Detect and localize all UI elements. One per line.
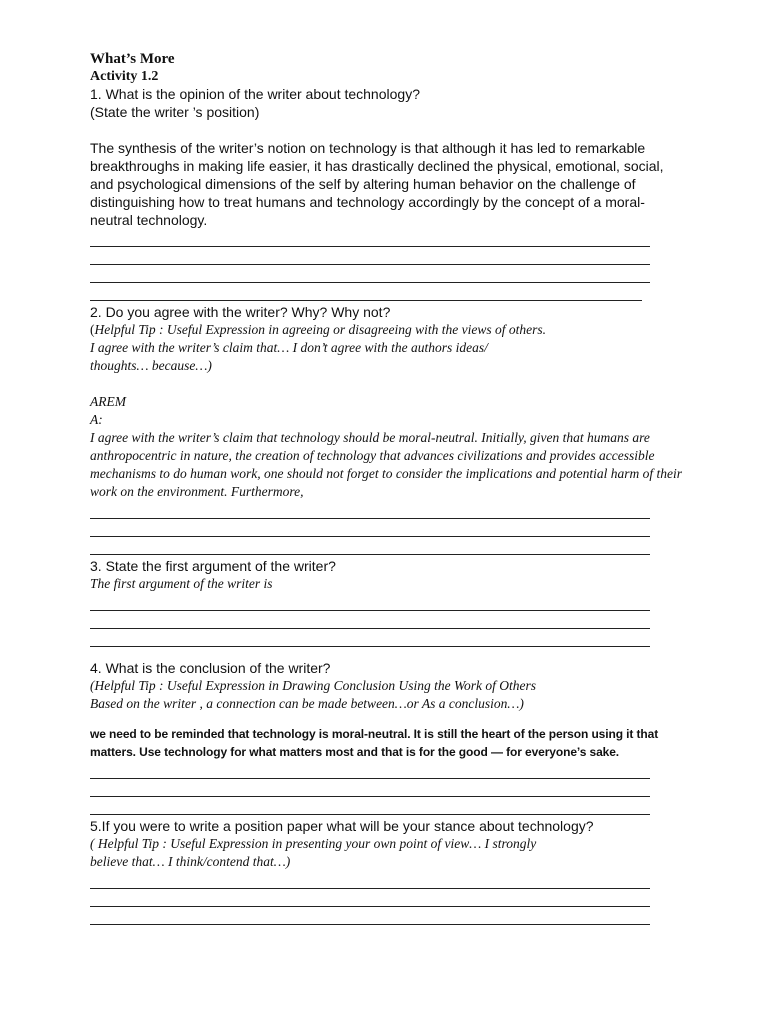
question-3: 3. State the first argument of the writer?	[90, 558, 336, 574]
spacer	[90, 713, 690, 725]
answer-1: The synthesis of the writer’s notion on technology is that although it has led to remarkable breakthroughs in making life easier, it has drastically declined the physical, emotional, social, and psychological dimensions of the self by altering human behavior on the challenge of distinguishing how to treat humans and technology accordingly by the concept of a moral-neutral technology.	[90, 140, 664, 228]
question-5-tip-line-2: believe that… I think/contend that…)	[90, 854, 291, 869]
answer-line	[90, 501, 650, 519]
answer-line	[90, 265, 650, 283]
answer-4: we need to be reminded that technology is moral-neutral. It is still the heart of the person using it that matters. Use technology for what matters most and that is for the good — for everyone’s sake.	[90, 727, 659, 759]
section-heading: What’s More	[90, 51, 175, 67]
answer-line	[90, 247, 650, 265]
tip-paren: (	[90, 322, 95, 337]
activity-label: Activity 1.2	[90, 69, 159, 84]
answer-line	[90, 611, 650, 629]
tip-text: Helpful Tip : Useful Expression in agreeing or disagreeing with the views of others.	[94, 322, 546, 337]
answer-prefix: A:	[90, 412, 103, 427]
answer-2: I agree with the writer’s claim that technology should be moral-neutral. Initially, given that humans are anthropocentric in nature, the creation of technology that advances civilizations and provides accessible mechanisms to do human work, one should not forget to consider the implications and potential harm of their work on the environment. Furthermore,	[90, 430, 682, 499]
question-1: 1. What is the opinion of the writer about technology?	[90, 86, 420, 102]
question-5: 5.If you were to write a position paper what will be your stance about technology?	[90, 818, 594, 834]
answer-line	[90, 593, 650, 611]
answer-line	[90, 779, 650, 797]
answer-line	[90, 283, 642, 301]
spacer	[90, 647, 690, 659]
answer-line	[90, 229, 650, 247]
question-4-tip-line-1: (Helpful Tip : Useful Expression in Drawing Conclusion Using the Work of Others	[90, 678, 536, 693]
spacer	[90, 121, 690, 139]
spacer	[90, 375, 690, 393]
question-2: 2. Do you agree with the writer? Why? Why not?	[90, 304, 391, 320]
worksheet-page	[90, 50, 690, 925]
student-name: AREM	[90, 394, 126, 409]
question-2-tip-line-2: I agree with the writer’s claim that… I don’t agree with the authors ideas/	[90, 340, 488, 355]
answer-line	[90, 519, 650, 537]
answer-line	[90, 871, 650, 889]
question-1-instruction: (State the writer ’s position)	[90, 104, 260, 120]
answer-line	[90, 629, 650, 647]
answer-line	[90, 797, 650, 815]
answer-line	[90, 537, 650, 555]
answer-line	[90, 761, 650, 779]
answer-line	[90, 889, 650, 907]
answer-line	[90, 907, 650, 925]
question-4-tip-line-2: Based on the writer , a connection can be made between…or As a conclusion…)	[90, 696, 524, 711]
question-2-tip	[90, 321, 690, 339]
question-5-tip-line-1: ( Helpful Tip : Useful Expression in presenting your own point of view… I strongly	[90, 836, 537, 851]
question-2-tip-line-3: thoughts… because…)	[90, 358, 212, 373]
question-4: 4. What is the conclusion of the writer?	[90, 660, 331, 676]
answer-3: The first argument of the writer is	[90, 576, 273, 591]
